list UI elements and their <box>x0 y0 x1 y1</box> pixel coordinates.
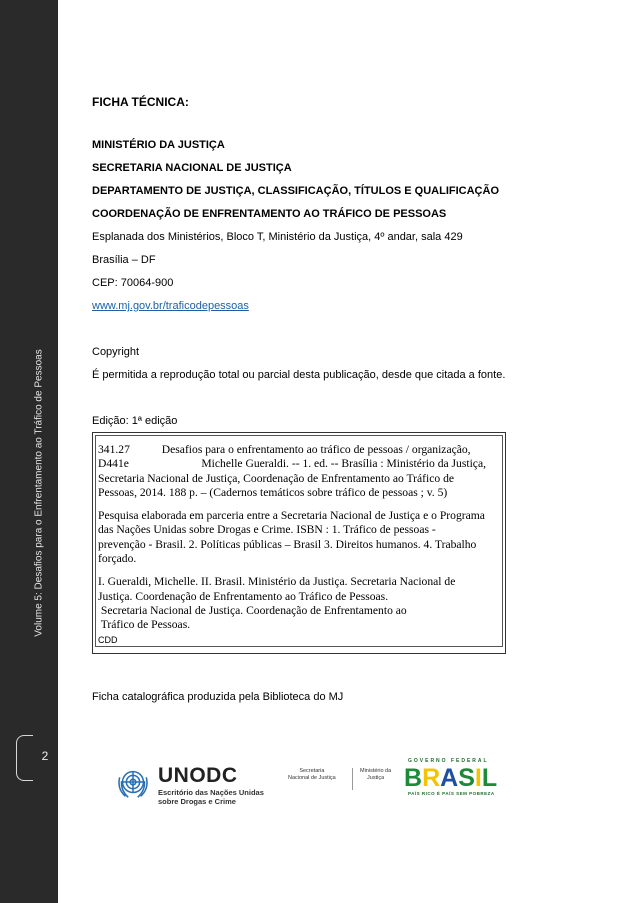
website-link[interactable]: www.mj.gov.br/traficodepessoas <box>92 300 249 312</box>
un-emblem-icon <box>114 764 152 802</box>
unodc-subtitle: Escritório das Nações Unidas sobre Drogas e Crime <box>158 788 264 806</box>
catalog-line: Pesquisa elaborada em parceria entre a Secretaria Nacional de Justiça e o Programa <box>98 509 485 523</box>
sidebar <box>0 0 58 903</box>
ministry-name: MINISTÉRIO DA JUSTIÇA <box>92 139 225 151</box>
coordination-name: COORDENAÇÃO DE ENFRENTAMENTO AO TRÁFICO DE PESSOAS <box>92 208 447 220</box>
page-number: 2 <box>41 749 49 763</box>
volume-title-vertical <box>31 345 46 640</box>
governo-federal-label: GOVERNO FEDERAL <box>408 758 489 764</box>
address: Esplanada dos Ministérios, Bloco T, Ministério da Justiça, 4º andar, sala 429 <box>92 231 463 243</box>
catalog-line: Secretaria Nacional de Justiça. Coordenação de Enfrentamento ao <box>98 603 407 617</box>
copyright-notice: É permitida a reprodução total ou parcial desta publicação, desde que citada a fonte. <box>92 369 506 381</box>
catalog-line: 341.27 Desafios para o enfrentamento ao tráfico de pessoas / organização, <box>98 443 471 456</box>
governo-federal-logo <box>404 758 522 804</box>
catalog-card-text <box>98 443 498 647</box>
copyright-label: Copyright <box>92 346 140 358</box>
city: Brasília – DF <box>92 254 156 266</box>
edition: Edição: 1ª edição <box>92 415 178 427</box>
catalog-card <box>92 432 506 654</box>
catalog-line: Tráfico de Pessoas. <box>98 618 191 632</box>
mj-label: Ministério da Justiça <box>360 768 392 781</box>
postal-code: CEP: 70064-900 <box>92 277 174 289</box>
catalog-line: prevenção - Brasil. 2. Políticas públicas – Brasil 3. Direitos humanos. 4. Trabalho <box>98 537 477 551</box>
catalog-cdd: CDD <box>98 634 118 645</box>
brasil-wordmark-icon <box>404 764 512 790</box>
mj-logo <box>288 768 398 796</box>
page-title: FICHA TÉCNICA: <box>92 95 189 109</box>
volume-title-text: Volume 5: Desafios para o Enfrentamento ao Tráfico de Pessoas <box>33 348 44 637</box>
department-name: DEPARTAMENTO DE JUSTIÇA, CLASSIFICAÇÃO, TÍTULOS E QUALIFICAÇÃO <box>92 185 500 197</box>
partner-logos <box>92 734 522 826</box>
svg-text:BRASIL: BRASIL <box>404 764 498 790</box>
unodc-wordmark: UNODC <box>158 764 238 787</box>
catalog-line: Justiça. Coordenação de Enfrentamento ao Tráfico de Pessoas. <box>98 589 389 603</box>
catalog-line: D441e Michelle Gueraldi. -- 1. ed. -- Brasília : Ministério da Justiça, <box>98 457 486 471</box>
page-number-badge <box>16 735 56 781</box>
snj-label: Secretaria Nacional de Justiça <box>288 768 336 781</box>
catalog-line: das Nações Unidas sobre Drogas e Crime. ISBN : 1. Tráfico de pessoas - <box>98 523 436 537</box>
catalog-line: I. Gueraldi, Michelle. II. Brasil. Ministério da Justiça. Secretaria Nacional de <box>98 575 456 589</box>
secretariat-name: SECRETARIA NACIONAL DE JUSTIÇA <box>92 162 292 174</box>
catalog-line: forçado. <box>98 552 137 566</box>
mj-divider <box>352 768 353 790</box>
catalog-line: Secretaria Nacional de Justiça, Coordenação de Enfrentamento ao Tráfico de <box>98 471 455 485</box>
catalog-footer-note: Ficha catalográfica produzida pela Biblioteca do MJ <box>92 691 344 703</box>
governo-slogan: PAÍS RICO É PAÍS SEM POBREZA <box>408 791 495 796</box>
catalog-line: Pessoas, 2014. 188 p. – (Cadernos temáticos sobre tráfico de pessoas ; v. 5) <box>98 485 448 499</box>
